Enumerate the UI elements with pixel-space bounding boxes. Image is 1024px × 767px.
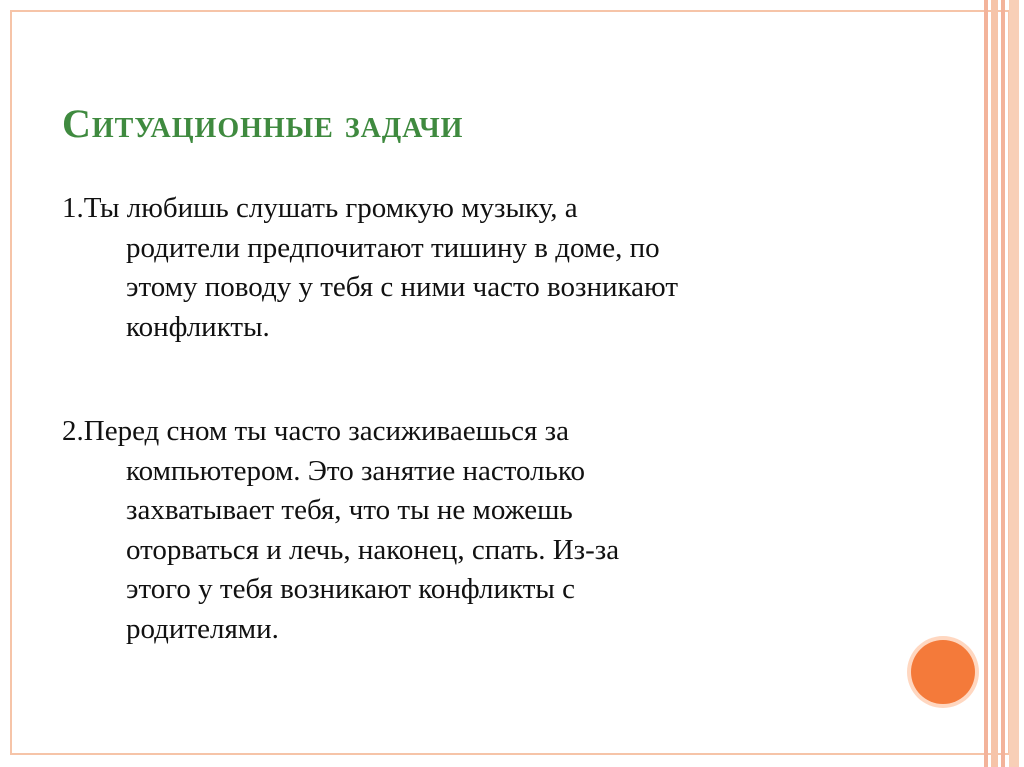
task-line: родителями. xyxy=(126,612,279,645)
task-line: родители предпочитают тишину в доме, по xyxy=(126,231,660,264)
task-line: конфликты. xyxy=(126,310,270,343)
task-line: оторваться и лечь, наконец, спать. Из-за xyxy=(126,533,620,566)
task-line: 2.Перед сном ты часто засиживаешься за xyxy=(62,415,569,447)
task-item-1 xyxy=(62,189,882,347)
task-line: захватывает тебя, что ты не можешь xyxy=(126,494,573,526)
task-line: этому поводу у тебя с ними часто возникают xyxy=(126,271,679,303)
task-line: этого у тебя возникают конфликты с xyxy=(126,573,575,605)
slide-title: Ситуационные задачи xyxy=(62,101,464,146)
decorative-stripe xyxy=(984,0,988,767)
decorative-circle-icon xyxy=(911,640,975,704)
task-line: 1.Ты любишь слушать громкую музыку, а xyxy=(62,192,578,224)
decorative-stripe xyxy=(1001,0,1005,767)
task-item-2 xyxy=(62,412,882,649)
task-line: компьютером. Это занятие настолько xyxy=(126,454,585,487)
decorative-stripe xyxy=(991,0,998,767)
decorative-stripe xyxy=(1009,0,1019,767)
